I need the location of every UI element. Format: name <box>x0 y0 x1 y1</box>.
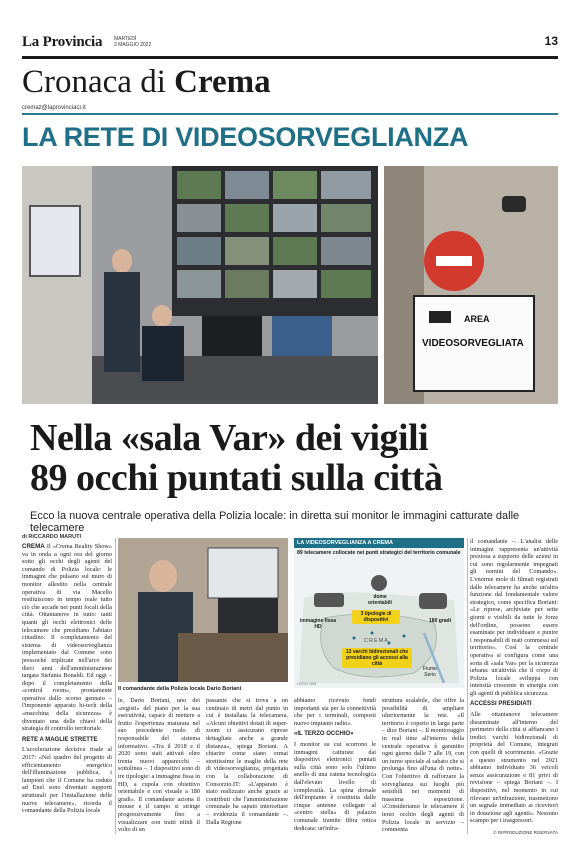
commander-illustration <box>118 538 288 682</box>
issue-day: MARTEDÌ <box>114 36 137 42</box>
column-divider <box>467 538 468 834</box>
headline-line-1: Nella «sala Var» dei vigili <box>30 417 429 459</box>
copyright-notice: © RIPRODUZIONE RISERVATA <box>493 830 558 835</box>
section-prefix: Cronaca di <box>22 64 175 100</box>
sign-main-text: VIDEOSORVEGLIATA <box>422 338 524 349</box>
commander-photo <box>118 538 288 682</box>
label-dome: dome orientabili <box>368 594 392 606</box>
subheadline: Ecco la nuova centrale operativa della Polizia locale: in diretta sui monitor le immagini catturate dalle telecamere <box>30 510 520 534</box>
subheading-terzo-occhio: «IL TERZO OCCHIO» <box>294 731 354 738</box>
surveillance-sign-illustration <box>384 166 558 404</box>
photo-caption: Il comandante della Polizia locale Dario Boriani <box>118 686 242 692</box>
control-room-photo <box>22 166 378 404</box>
kicker: LA RETE DI VIDEOSORVEGLIANZA <box>22 122 469 152</box>
subheading-accessi: ACCESSI PRESIDIATI <box>470 701 532 708</box>
column-3-paragraph-1: passante che si trova a un centinaio di metri dal punto in cui è installata la telecamera. «Alcuni obiettivi dotati di super-zoom ci assicurano riprese dettagliate anche a grande distanza», spiega Boriani. A chiarire come siano ormai strettissime le maglie della rete di videosorveglianza, progettata con la collaborazione di Consorzio.IT: «L'apparato è stato realizzato anche grazie ai contributi che l'amministrazione comunale ha saputo intercettare – evidenzia il comandante –. Dalla Regione <box>206 697 288 826</box>
surveillance-sign-photo <box>384 166 558 404</box>
infographic-credit: LEGO-HIB <box>297 681 317 686</box>
label-180: 180 gradi <box>429 618 451 624</box>
section-city: Crema <box>174 64 271 100</box>
control-room-illustration <box>22 166 378 404</box>
article-column-2 <box>118 697 200 835</box>
column-divider <box>115 538 116 834</box>
section-rule <box>22 113 558 115</box>
label-river: Fiume Serio <box>423 666 437 678</box>
column-1-paragraph-1: Il «Crema Reality Show» va in onda a ogni ora del giorno sotto gli occhi degli agenti del comando di Polizia locale: le immagini che pulsano sul muro di monitor allestito nella centrale operativa di via Macello restituiscono in tempo reale tutto ciò che accade nei punti focali della città. Ottantanove in tutto: tanti quanti gli occhi elettronici delle telecamere che presidiano l'abitato cittadino. Il completamento del sistema di videosorveglianza implementato dal Comune sono pressoché triplicate nell'arco dei dieci anni dell'amministrazione targata Stefania Bonaldi. Ed oggi – dopo il completamento della «control room», prontamente operativa dallo scorso gennaio – l'imponente apparato hi-tech della «macchina della sicurezza» è diventato una delle chiavi della strategia di controllo territoriale. <box>22 543 112 733</box>
article-column-3 <box>206 697 288 835</box>
masthead <box>22 34 558 52</box>
column-1-paragraph-2: L'accelerazione decisiva risale al 2017: «Nel quadro del progetto di efficientamento energetico dell'illuminazione pubblica, i lampioni che il Comune ha ceduto ad Enel sono diventati supporti strutturali per l'installazione delle nuove telecamere», ricorda il comandante della Polizia locale <box>22 746 112 815</box>
column-2-paragraph-1: le, Dario Boriani, uno dei «registi» del piano per la sua esecutività, capace di mettere a frutto l'esperienza maturata nel suo precedente ruolo di responsabile del sistema informativo. «Tra il 2018 e il 2020 sono stati attivati oltre trenta nuovi apparecchi – sottolinea –. I dispositivi sono di tre tipologie: a immagine fissa in HD, a cupola con obiettivo orientabile e con visuale a 180 gradi». Il comandante aziona il mouse e il campo si stringe progressivamente fino a visualizzare con tratti nitidi il volto di un <box>118 697 200 834</box>
newspaper-logo: La Provincia <box>22 34 103 50</box>
page-number: 13 <box>544 34 558 48</box>
label-fixed-hd: immagine fissa HD <box>299 618 337 630</box>
infographic <box>294 538 464 688</box>
column-6-paragraph-2: Alle ottantanove telecamere disseminate all'interno del perimetro della città si affiancano i tredici varchi bidirezionali di proprietà del Comune, integrati con quelli di scorrimento. «Grazie a questo strumento nel 2021 abbiamo individuato 36 veicoli senza assicurazione e 81 privi di revisione – spiega Boriani –. I dispositivi, nel momento in cui rilevano un'infrazione, trasmettono un segnale immediato ai ricevitori in dotazione agli agenti». Nessuno scampo per i trasgressori. <box>470 711 558 825</box>
sign-area-text: AREA <box>464 314 490 324</box>
map-city-name: CREMA <box>364 638 389 644</box>
column-4-paragraph-2: I monitor su cui scorrono le immagini catturate dai dispositivi elettronici puntati sulla città sono solo l'ultimo anello di una catena tecnologica dall'elevato livello di complessità. La spina dorsale dell'impianto è costituita dalle cinque antenne collegate al «centro stella» di palazzo comunale tramite fibra ottica dedicata: un'infra- <box>294 740 376 832</box>
label-gates: 13 varchi bidirezionali che presidiano gli accessi alla città <box>342 648 412 668</box>
infographic-subtitle: 89 telecamere collocate nei punti strategici del territorio comunale <box>297 550 461 556</box>
article-column-6 <box>470 538 558 828</box>
section-email[interactable]: cremaz@laprovinciacr.it <box>22 105 86 111</box>
issue-date-text: 3 MAGGIO 2022 <box>114 42 152 48</box>
headline <box>30 418 550 498</box>
article-column-5 <box>382 697 464 835</box>
column-6-paragraph-1: il comandante –. L'analisi delle immagini rappresenta un'attività preziosa a supporto delle azioni in cui sono regolarmente impegnati gli uomini del Comando». L'enorme mole di filmati registrati dalle telecamere ha anche un'altra funzione dal fondamentale valore strategico, come specifica Boriani: «Le riprese, archiviate per sette giorni e visibili da tutte le forze dell'ordine, possono essere esaminate per individuare e punire i responsabili di reati commessi sul territorio». Così la centrale operativa si configura come una sorta di «sala Var» per la sicurezza urbana: un'attività che il corpo di Polizia locale sviluppa con intensità crescente in sinergia con gli agenti di pubblica sicurezza. <box>470 538 558 697</box>
label-device-types: 3 tipologie di dispositivi <box>352 610 400 624</box>
article-column-1 <box>22 543 112 833</box>
article-column-4 <box>294 697 376 835</box>
subheading-rete: RETE A MAGLIE STRETTE <box>22 736 98 743</box>
headline-line-2: 89 occhi puntati sulla città <box>30 457 443 499</box>
masthead-rule <box>22 56 558 59</box>
dateline: CREMA <box>22 543 45 550</box>
infographic-title: LA VIDEOSORVEGLIANZA A CREMA <box>294 538 464 548</box>
issue-date <box>114 36 151 48</box>
column-5-paragraph-1: struttura scalabile, che offre la possibilità di ampliare ulteriormente la rete. «Il territorio è coperto in larga parte – dice Boriani –. Il monitoraggio in real time all'interno della centrale operativa è garantito ogni giorno dalle 7 alle 19, con un turno speciale al sabato che si prolunga fino all'una di notte». Con l'obiettivo di rafforzare la sorveglianza sui luoghi più sensibili nei momenti di massima esposizione. «Consideriamo le telecamere il terzo occhio degli agenti di Polizia locale in servizio – commenta <box>382 697 464 834</box>
column-4-paragraph-1: abbiamo ricevuto fondi importanti sia per la connettività che per i terminali, composti nuovo impianto radio». <box>294 697 376 727</box>
byline: di RICCARDO MARUTI <box>22 534 81 540</box>
section-title <box>22 64 271 100</box>
